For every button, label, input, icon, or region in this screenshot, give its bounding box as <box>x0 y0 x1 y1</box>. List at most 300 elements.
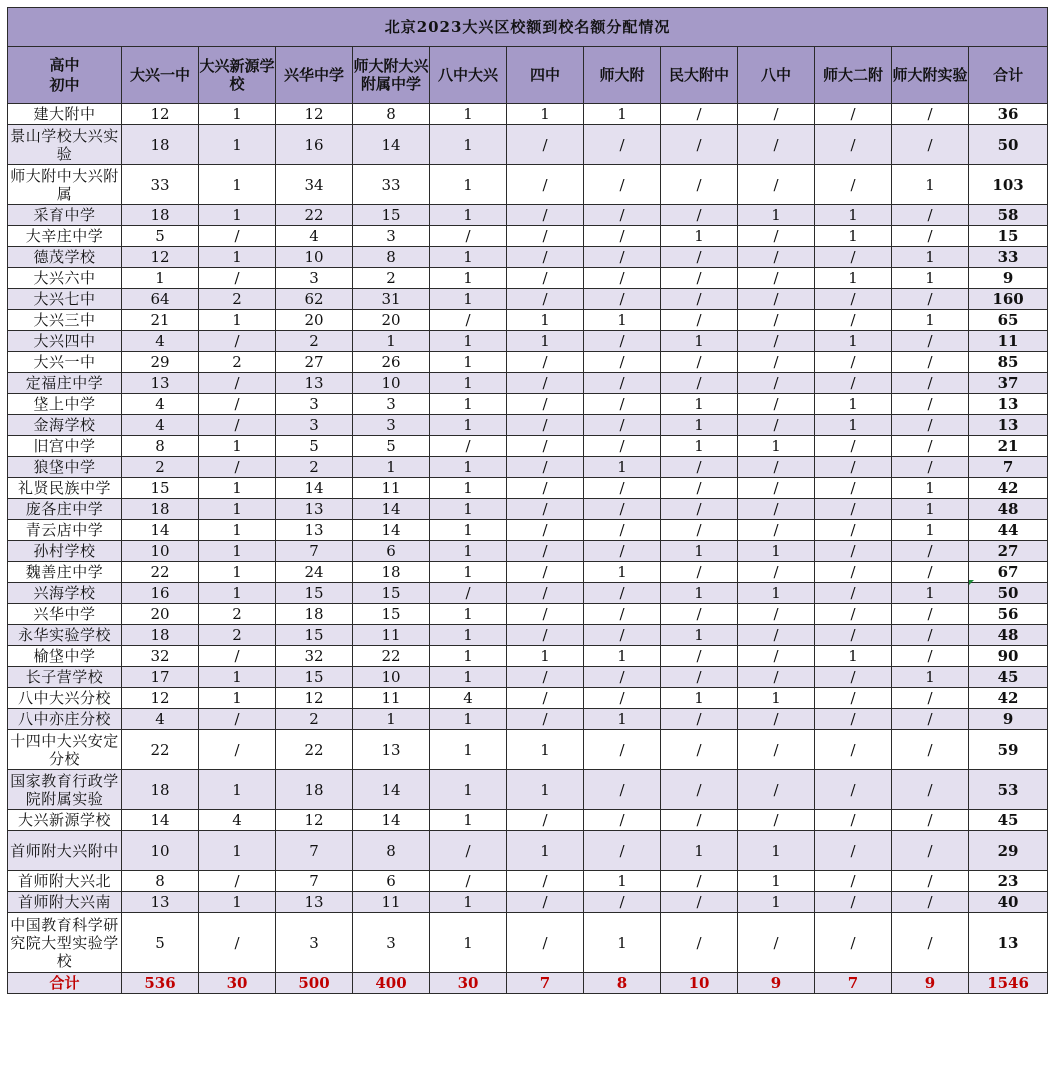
value-cell: 1 <box>199 499 276 520</box>
value-cell: / <box>815 730 892 770</box>
value-cell: / <box>815 541 892 562</box>
value-cell: / <box>430 310 507 331</box>
value-cell: / <box>738 709 815 730</box>
value-cell: / <box>507 583 584 604</box>
value-cell: / <box>584 394 661 415</box>
school-name-cell: 师大附中大兴附属 <box>8 165 122 205</box>
value-cell: 8 <box>353 104 430 125</box>
row-total-cell: 11 <box>969 331 1048 352</box>
value-cell: 1 <box>815 226 892 247</box>
value-cell: / <box>584 499 661 520</box>
value-cell: / <box>199 646 276 667</box>
value-cell: 1 <box>199 310 276 331</box>
summary-row <box>8 973 1048 994</box>
school-name-cell: 建大附中 <box>8 104 122 125</box>
school-name-cell: 大兴三中 <box>8 310 122 331</box>
value-cell: / <box>507 499 584 520</box>
value-cell: 1 <box>815 268 892 289</box>
value-cell: / <box>738 625 815 646</box>
summary-cell: 536 <box>122 973 199 994</box>
value-cell: / <box>584 373 661 394</box>
value-cell: / <box>738 289 815 310</box>
row-total-cell: 7 <box>969 457 1048 478</box>
value-cell: 1 <box>430 331 507 352</box>
value-cell: 7 <box>276 541 353 562</box>
value-cell: 15 <box>276 667 353 688</box>
value-cell: 14 <box>122 810 199 831</box>
value-cell: / <box>661 247 738 268</box>
table-row <box>8 268 1048 289</box>
value-cell: / <box>815 709 892 730</box>
col-header: 师大附 <box>584 47 661 104</box>
school-name-cell: 狼垡中学 <box>8 457 122 478</box>
value-cell: / <box>584 583 661 604</box>
value-cell: 62 <box>276 289 353 310</box>
value-cell: / <box>584 892 661 913</box>
value-cell: 24 <box>276 562 353 583</box>
value-cell: / <box>892 352 969 373</box>
value-cell: / <box>892 625 969 646</box>
value-cell: / <box>507 871 584 892</box>
row-total-cell: 53 <box>969 770 1048 810</box>
corner-top: 高中 <box>49 56 80 74</box>
col-header: 师大附大兴附属中学 <box>353 47 430 104</box>
summary-label: 合计 <box>8 973 122 994</box>
value-cell: / <box>584 125 661 165</box>
table-row <box>8 520 1048 541</box>
value-cell: / <box>815 625 892 646</box>
value-cell: 1 <box>430 770 507 810</box>
value-cell: / <box>815 667 892 688</box>
value-cell: 1 <box>430 913 507 973</box>
value-cell: 8 <box>353 247 430 268</box>
value-cell: 1 <box>815 205 892 226</box>
value-cell: 1 <box>661 415 738 436</box>
value-cell: 20 <box>276 310 353 331</box>
value-cell: / <box>738 226 815 247</box>
value-cell: 1 <box>584 457 661 478</box>
value-cell: / <box>738 562 815 583</box>
col-header: 四中 <box>507 47 584 104</box>
value-cell: / <box>507 205 584 226</box>
row-total-cell: 42 <box>969 478 1048 499</box>
school-name-cell: 兴海学校 <box>8 583 122 604</box>
value-cell: 1 <box>430 104 507 125</box>
value-cell: 2 <box>276 457 353 478</box>
table-row <box>8 104 1048 125</box>
school-name-cell: 十四中大兴安定分校 <box>8 730 122 770</box>
value-cell: 18 <box>122 770 199 810</box>
value-cell: 27 <box>276 352 353 373</box>
value-cell: 1 <box>430 604 507 625</box>
value-cell: / <box>738 478 815 499</box>
value-cell: 1 <box>507 730 584 770</box>
value-cell: 1 <box>199 667 276 688</box>
value-cell: 1 <box>892 310 969 331</box>
value-cell: / <box>584 810 661 831</box>
value-cell: / <box>507 289 584 310</box>
value-cell: / <box>892 125 969 165</box>
value-cell: 12 <box>276 810 353 831</box>
value-cell: 5 <box>276 436 353 457</box>
value-cell: / <box>584 205 661 226</box>
value-cell: / <box>199 415 276 436</box>
summary-cell: 30 <box>430 973 507 994</box>
row-total-cell: 58 <box>969 205 1048 226</box>
value-cell: 4 <box>122 394 199 415</box>
value-cell: 32 <box>122 646 199 667</box>
table-row <box>8 247 1048 268</box>
school-name-cell: 兴华中学 <box>8 604 122 625</box>
col-header: 师大二附 <box>815 47 892 104</box>
value-cell: / <box>584 730 661 770</box>
row-total-cell: 45 <box>969 810 1048 831</box>
value-cell: / <box>892 226 969 247</box>
value-cell: / <box>738 352 815 373</box>
value-cell: 13 <box>276 892 353 913</box>
value-cell: / <box>584 625 661 646</box>
value-cell: / <box>199 913 276 973</box>
row-total-cell: 44 <box>969 520 1048 541</box>
col-header: 大兴一中 <box>122 47 199 104</box>
value-cell: / <box>738 331 815 352</box>
value-cell: 22 <box>353 646 430 667</box>
table-row <box>8 205 1048 226</box>
value-cell: 18 <box>353 562 430 583</box>
corner-bottom: 初中 <box>49 76 80 94</box>
table-row <box>8 289 1048 310</box>
table-row <box>8 478 1048 499</box>
header-row <box>8 47 1048 104</box>
value-cell: 4 <box>199 810 276 831</box>
table-row <box>8 310 1048 331</box>
value-cell: 11 <box>353 688 430 709</box>
value-cell: 1 <box>507 331 584 352</box>
value-cell: 31 <box>353 289 430 310</box>
value-cell: / <box>661 604 738 625</box>
value-cell: 1 <box>738 688 815 709</box>
value-cell: / <box>738 125 815 165</box>
school-name-cell: 永华实验学校 <box>8 625 122 646</box>
value-cell: 1 <box>199 104 276 125</box>
value-cell: / <box>815 913 892 973</box>
value-cell: / <box>199 268 276 289</box>
table-row <box>8 226 1048 247</box>
value-cell: / <box>661 810 738 831</box>
value-cell: / <box>661 520 738 541</box>
value-cell: / <box>661 310 738 331</box>
value-cell: / <box>815 604 892 625</box>
value-cell: / <box>815 583 892 604</box>
row-total-cell: 37 <box>969 373 1048 394</box>
table-row <box>8 562 1048 583</box>
value-cell: 15 <box>353 205 430 226</box>
value-cell: / <box>815 457 892 478</box>
row-total-cell: 29 <box>969 831 1048 871</box>
value-cell: 1 <box>430 457 507 478</box>
value-cell: / <box>507 436 584 457</box>
table-row <box>8 394 1048 415</box>
value-cell: 5 <box>122 226 199 247</box>
table-row <box>8 604 1048 625</box>
value-cell: 8 <box>122 436 199 457</box>
value-cell: / <box>507 562 584 583</box>
col-header: 民大附中 <box>661 47 738 104</box>
value-cell: / <box>892 289 969 310</box>
value-cell: 7 <box>276 871 353 892</box>
value-cell: / <box>815 310 892 331</box>
summary-cell: 10 <box>661 973 738 994</box>
value-cell: / <box>892 394 969 415</box>
value-cell: 1 <box>199 520 276 541</box>
value-cell: / <box>507 373 584 394</box>
value-cell: 1 <box>430 646 507 667</box>
value-cell: 1 <box>430 247 507 268</box>
school-name-cell: 长子营学校 <box>8 667 122 688</box>
value-cell: 3 <box>353 913 430 973</box>
value-cell: / <box>738 499 815 520</box>
value-cell: / <box>892 831 969 871</box>
school-name-cell: 庞各庄中学 <box>8 499 122 520</box>
value-cell: / <box>892 709 969 730</box>
value-cell: 15 <box>122 478 199 499</box>
school-name-cell: 旧宫中学 <box>8 436 122 457</box>
value-cell: / <box>738 310 815 331</box>
value-cell: / <box>507 541 584 562</box>
table-row <box>8 165 1048 205</box>
value-cell: 1 <box>738 892 815 913</box>
value-cell: 1 <box>199 562 276 583</box>
value-cell: / <box>584 289 661 310</box>
value-cell: / <box>815 247 892 268</box>
value-cell: / <box>738 104 815 125</box>
value-cell: 1 <box>430 625 507 646</box>
value-cell: 1 <box>661 583 738 604</box>
row-total-cell: 103 <box>969 165 1048 205</box>
value-cell: 1 <box>507 770 584 810</box>
value-cell: 1 <box>430 373 507 394</box>
value-cell: 1 <box>892 268 969 289</box>
summary-cell: 400 <box>353 973 430 994</box>
value-cell: 1 <box>584 913 661 973</box>
value-cell: 14 <box>276 478 353 499</box>
row-total-cell: 90 <box>969 646 1048 667</box>
value-cell: 1 <box>199 892 276 913</box>
value-cell: 1 <box>353 709 430 730</box>
school-name-cell: 大兴七中 <box>8 289 122 310</box>
value-cell: 8 <box>122 871 199 892</box>
col-header: 八中 <box>738 47 815 104</box>
value-cell: 33 <box>122 165 199 205</box>
school-name-cell: 大兴六中 <box>8 268 122 289</box>
table-body <box>8 104 1048 973</box>
summary-cell: 7 <box>815 973 892 994</box>
value-cell: 1 <box>430 394 507 415</box>
value-cell: 1 <box>738 831 815 871</box>
value-cell: 21 <box>122 310 199 331</box>
value-cell: 13 <box>122 373 199 394</box>
value-cell: 1 <box>430 289 507 310</box>
value-cell: / <box>815 892 892 913</box>
value-cell: 1 <box>892 165 969 205</box>
table-row <box>8 457 1048 478</box>
table-row <box>8 352 1048 373</box>
value-cell: 4 <box>122 709 199 730</box>
value-cell: 29 <box>122 352 199 373</box>
value-cell: / <box>815 770 892 810</box>
value-cell: 1 <box>430 730 507 770</box>
value-cell: 10 <box>353 373 430 394</box>
col-header: 合计 <box>969 47 1048 104</box>
value-cell: 10 <box>122 831 199 871</box>
value-cell: / <box>507 415 584 436</box>
value-cell: / <box>584 247 661 268</box>
value-cell: / <box>584 352 661 373</box>
school-name-cell: 金海学校 <box>8 415 122 436</box>
value-cell: 15 <box>276 625 353 646</box>
value-cell: 14 <box>353 125 430 165</box>
value-cell: 1 <box>661 625 738 646</box>
school-name-cell: 景山学校大兴实验 <box>8 125 122 165</box>
value-cell: / <box>507 688 584 709</box>
value-cell: 12 <box>276 688 353 709</box>
table-row <box>8 499 1048 520</box>
row-total-cell: 67 <box>969 562 1048 583</box>
value-cell: / <box>892 415 969 436</box>
value-cell: / <box>584 331 661 352</box>
value-cell: 18 <box>122 625 199 646</box>
value-cell: 15 <box>353 604 430 625</box>
row-total-cell: 23 <box>969 871 1048 892</box>
value-cell: 5 <box>122 913 199 973</box>
school-name-cell: 首师附大兴南 <box>8 892 122 913</box>
value-cell: / <box>199 730 276 770</box>
value-cell: / <box>815 373 892 394</box>
school-name-cell: 孙村学校 <box>8 541 122 562</box>
value-cell: / <box>507 709 584 730</box>
value-cell: / <box>584 268 661 289</box>
col-header: 大兴新源学校 <box>199 47 276 104</box>
value-cell: 1 <box>738 205 815 226</box>
value-cell: / <box>815 520 892 541</box>
value-cell: / <box>892 104 969 125</box>
school-name-cell: 礼贤民族中学 <box>8 478 122 499</box>
table-row <box>8 125 1048 165</box>
value-cell: / <box>507 892 584 913</box>
value-cell: / <box>892 730 969 770</box>
value-cell: / <box>815 104 892 125</box>
row-total-cell: 160 <box>969 289 1048 310</box>
value-cell: 16 <box>122 583 199 604</box>
value-cell: / <box>815 125 892 165</box>
value-cell: / <box>584 541 661 562</box>
summary-cell: 9 <box>892 973 969 994</box>
value-cell: / <box>507 247 584 268</box>
table-row <box>8 415 1048 436</box>
value-cell: / <box>892 770 969 810</box>
value-cell: 20 <box>122 604 199 625</box>
value-cell: 13 <box>276 373 353 394</box>
table-row <box>8 709 1048 730</box>
col-header: 师大附实验 <box>892 47 969 104</box>
row-total-cell: 85 <box>969 352 1048 373</box>
value-cell: 1 <box>815 415 892 436</box>
table-row <box>8 730 1048 770</box>
value-cell: 2 <box>353 268 430 289</box>
value-cell: / <box>738 165 815 205</box>
col-header: 兴华中学 <box>276 47 353 104</box>
value-cell: 1 <box>199 688 276 709</box>
row-total-cell: 15 <box>969 226 1048 247</box>
value-cell: 1 <box>199 583 276 604</box>
value-cell: / <box>738 646 815 667</box>
value-cell: 1 <box>199 831 276 871</box>
value-cell: 14 <box>353 499 430 520</box>
value-cell: / <box>661 478 738 499</box>
value-cell: 11 <box>353 625 430 646</box>
value-cell: / <box>199 394 276 415</box>
value-cell: / <box>661 165 738 205</box>
value-cell: 1 <box>430 205 507 226</box>
value-cell: 1 <box>584 709 661 730</box>
value-cell: / <box>738 913 815 973</box>
value-cell: / <box>584 520 661 541</box>
allocation-table <box>7 7 1048 994</box>
value-cell: 8 <box>353 831 430 871</box>
school-name-cell: 魏善庄中学 <box>8 562 122 583</box>
value-cell: 11 <box>353 892 430 913</box>
value-cell: 1 <box>892 247 969 268</box>
row-total-cell: 59 <box>969 730 1048 770</box>
value-cell: / <box>584 226 661 247</box>
value-cell: 1 <box>584 871 661 892</box>
value-cell: 17 <box>122 667 199 688</box>
value-cell: 14 <box>353 770 430 810</box>
value-cell: / <box>661 104 738 125</box>
value-cell: 1 <box>507 831 584 871</box>
value-cell: / <box>661 205 738 226</box>
table-row <box>8 810 1048 831</box>
value-cell: / <box>507 394 584 415</box>
value-cell: 4 <box>122 415 199 436</box>
value-cell: / <box>661 125 738 165</box>
value-cell: / <box>815 871 892 892</box>
value-cell: 22 <box>276 730 353 770</box>
school-name-cell: 八中大兴分校 <box>8 688 122 709</box>
school-name-cell: 青云店中学 <box>8 520 122 541</box>
value-cell: 1 <box>738 871 815 892</box>
value-cell: 12 <box>122 104 199 125</box>
school-name-cell: 八中亦庄分校 <box>8 709 122 730</box>
value-cell: 3 <box>353 415 430 436</box>
value-cell: 15 <box>353 583 430 604</box>
value-cell: 1 <box>661 541 738 562</box>
value-cell: / <box>507 268 584 289</box>
value-cell: / <box>199 709 276 730</box>
table-row <box>8 436 1048 457</box>
value-cell: / <box>892 646 969 667</box>
value-cell: 26 <box>353 352 430 373</box>
value-cell: / <box>815 478 892 499</box>
row-total-cell: 45 <box>969 667 1048 688</box>
value-cell: / <box>584 831 661 871</box>
value-cell: / <box>892 604 969 625</box>
row-total-cell: 27 <box>969 541 1048 562</box>
row-total-cell: 13 <box>969 415 1048 436</box>
value-cell: 1 <box>353 331 430 352</box>
value-cell: 1 <box>199 770 276 810</box>
row-total-cell: 13 <box>969 913 1048 973</box>
